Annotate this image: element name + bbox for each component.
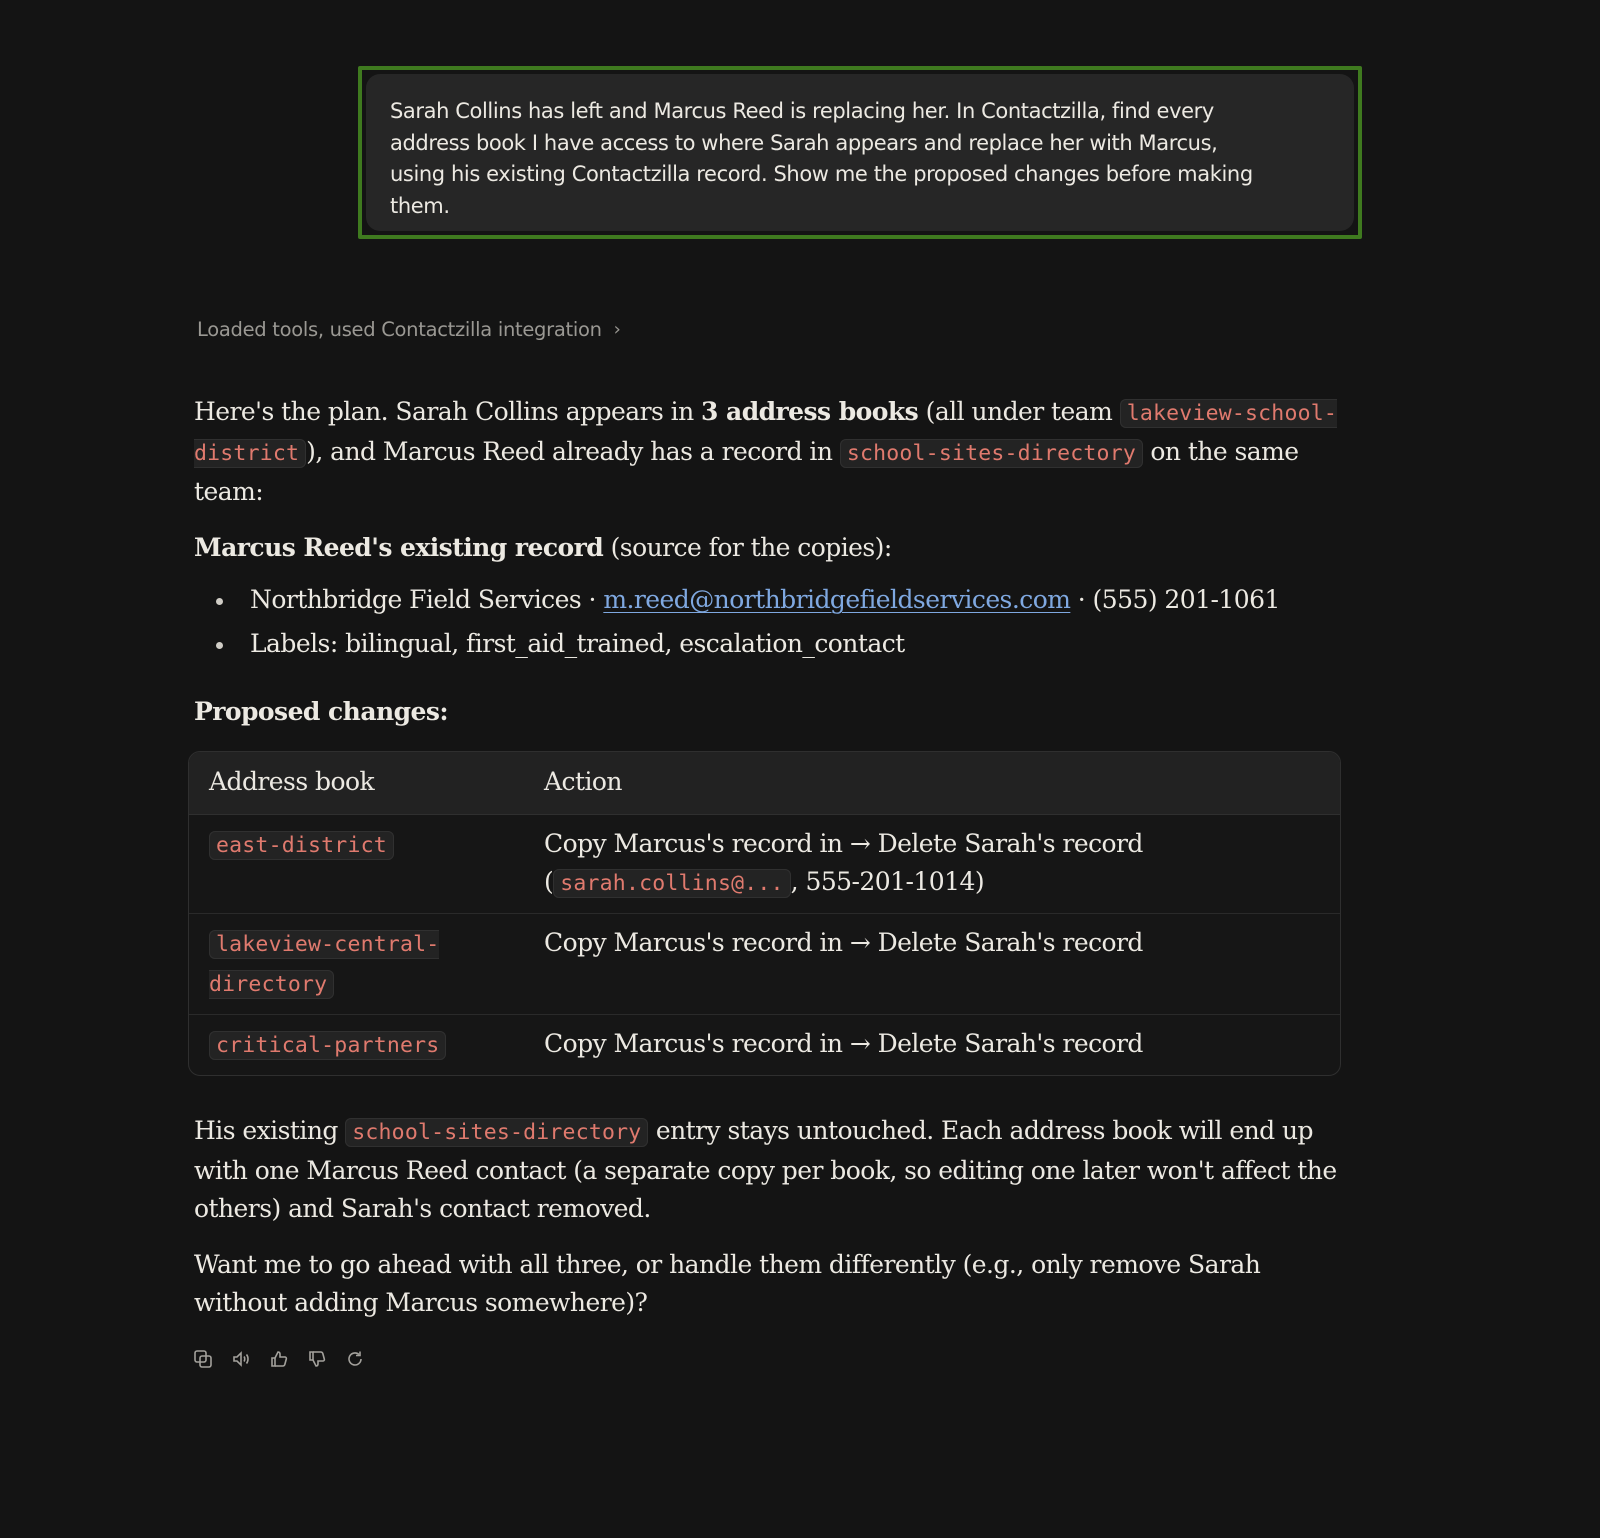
table-cell — [524, 815, 1340, 914]
question-paragraph: Want me to go ahead with all three, or handle them differently (e.g., only remove Sarah without adding Marcus somewhere)? — [194, 1250, 1261, 1317]
intro-text: Here's the plan. Sarah Collins appears in — [194, 397, 702, 426]
directory-code: school-sites-directory — [840, 439, 1143, 468]
directory-code: school-sites-directory — [345, 1118, 648, 1147]
company-text: Northbridge Field Services · — [250, 585, 604, 614]
thumbs-up-icon[interactable] — [269, 1349, 289, 1369]
tools-summary-toggle[interactable] — [197, 318, 621, 341]
column-header: Address book — [189, 752, 524, 815]
copy-icon[interactable] — [193, 1349, 213, 1369]
record-details-list — [194, 581, 1344, 663]
phone-text: · (555) 201-1061 — [1070, 585, 1280, 614]
column-header: Action — [524, 752, 1340, 815]
proposed-changes-heading: Proposed changes: — [194, 697, 449, 726]
address-book-code: east-district — [209, 831, 394, 860]
table-row — [189, 815, 1340, 914]
user-message-line: Sarah Collins has left and Marcus Reed is replacing her. In Contactzilla, find every — [390, 99, 1214, 123]
proposed-changes-table — [188, 751, 1341, 1076]
action-text: Copy Marcus's record in → Delete Sarah's record — [544, 829, 1143, 858]
existing-record-text: (source for the copies): — [603, 533, 892, 562]
speaker-icon[interactable] — [231, 1349, 251, 1369]
intro-text: (all under team — [918, 397, 1120, 426]
user-message-line: address book I have access to where Sarah appears and replace her with Marcus, — [390, 130, 1218, 155]
assistant-response — [194, 393, 1344, 1322]
user-message-bubble — [366, 74, 1354, 231]
detail-text: ( — [544, 867, 554, 896]
table-cell: Copy Marcus's record in → Delete Sarah's record — [524, 914, 1340, 1015]
closing-text: entry stays untouched. Each address book will end up with one Marcus Reed contact (a separate copy per book, so editing one later won't affect the others) and Sarah's contact removed. — [194, 1116, 1337, 1223]
thumbs-down-icon[interactable] — [307, 1349, 327, 1369]
existing-record-bold: Marcus Reed's existing record — [194, 533, 604, 562]
list-item — [250, 581, 1344, 619]
detail-text: , 555-201-1014) — [790, 867, 985, 896]
existing-record-heading — [194, 529, 1344, 567]
table-cell: Copy Marcus's record in → Delete Sarah's record — [544, 1029, 1143, 1058]
tools-summary-label: Loaded tools, used Contactzilla integration — [197, 318, 602, 341]
intro-paragraph — [194, 393, 1344, 511]
retry-icon[interactable] — [345, 1349, 365, 1369]
email-code: sarah.collins@... — [553, 869, 790, 898]
table-cell — [189, 815, 524, 914]
team-code: lakeview-school-district — [194, 401, 1338, 466]
user-message-highlight — [358, 66, 1362, 239]
table-cell — [189, 914, 524, 1015]
user-message-line: using his existing Contactzilla record. Show me the proposed changes before making — [390, 162, 1253, 186]
intro-text: ), and Marcus Reed already has a record in — [306, 437, 840, 466]
list-item: Labels: bilingual, first_aid_trained, escalation_contact — [250, 625, 1344, 663]
address-book-code: lakeview-central-directory — [209, 932, 440, 997]
table-row — [189, 1015, 1340, 1076]
message-actions — [193, 1349, 365, 1369]
table-cell — [189, 1015, 524, 1076]
intro-bold: 3 address books — [701, 397, 919, 426]
closing-text: His existing — [194, 1116, 346, 1145]
table-header-row — [189, 752, 1340, 815]
intro-text: on the same team: — [194, 437, 1299, 506]
chevron-right-icon: › — [613, 319, 621, 340]
address-book-code: critical-partners — [209, 1031, 446, 1060]
email-link[interactable]: m.reed@northbridgefieldservices.com — [603, 585, 1071, 614]
user-message-line: them. — [390, 193, 450, 218]
closing-paragraph — [194, 1112, 1344, 1228]
table-row — [189, 914, 1340, 1015]
